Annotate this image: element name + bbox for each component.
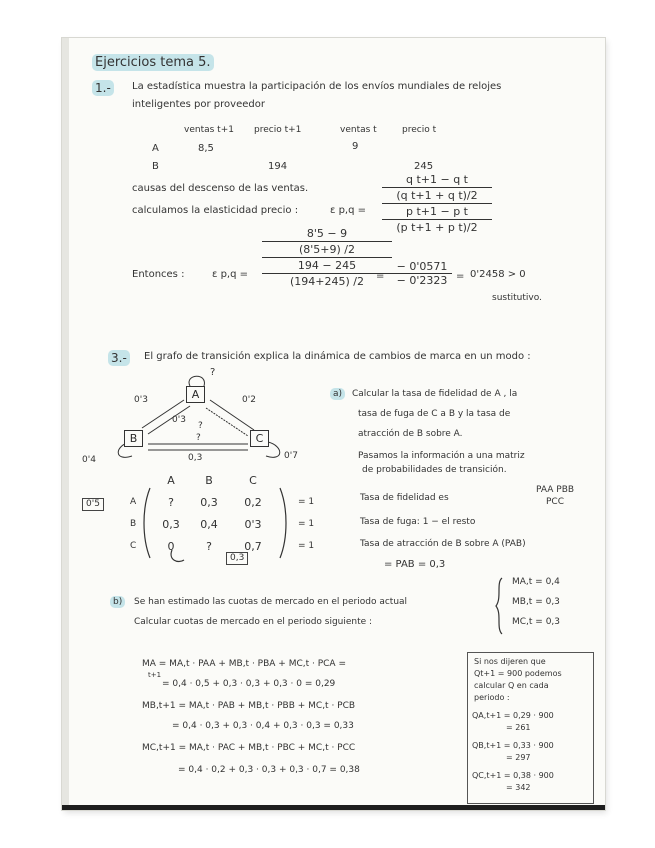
ex1-header-precio-t1: precio t+1: [254, 125, 302, 135]
graph-node-a: A: [186, 386, 205, 403]
matrix-sum-a: = 1: [298, 497, 315, 507]
part-a-fidelity: Tasa de fidelidad es: [360, 493, 449, 503]
graph-edge-ab-label: 0'3: [134, 395, 148, 405]
part-b-share-a: MA,t = 0,4: [512, 577, 560, 587]
matrix-cell-bb: 0,4: [200, 518, 218, 531]
graph-edge-ac-label: 0'2: [242, 395, 256, 405]
sub-q-num: 8'5 − 9: [262, 226, 392, 242]
matrix-cell-ac: 0,2: [244, 496, 262, 509]
matrix-sum-c: = 1: [298, 541, 315, 551]
ex1-header-ventas-t: ventas t: [340, 125, 377, 135]
formula-p-num: p t+1 − p t: [382, 204, 492, 220]
part-b-eq-c2: = 0,4 · 0,2 + 0,3 · 0,3 + 0,3 · 0,7 = 0,38: [178, 765, 360, 775]
ex1-row-b-precio-t: 245: [414, 161, 434, 172]
ex1-row-a-label: A: [152, 143, 159, 154]
formula-p-den: (p t+1 + p t)/2: [396, 221, 478, 234]
part-a-atraccion: Tasa de atracción de B sobre A (PAB): [360, 539, 526, 549]
ex3-line1: El grafo de transición explica la dinámica de cambios de marca en un modo :: [144, 351, 531, 362]
matrix-cell-aa: ?: [168, 496, 174, 509]
ex1-sustitutivo: sustitutivo.: [492, 293, 542, 303]
ex1-entonces: Entonces :: [132, 269, 185, 280]
side-note-l4: periodo :: [474, 693, 510, 702]
graph-loop-a-label: ?: [210, 367, 216, 378]
sub-p-num: 194 − 245: [262, 258, 392, 274]
graph-edge-bc-label: ?: [196, 433, 201, 443]
part-b-eq-c1: MC,t+1 = MA,t · PAC + MB,t · PBC + MC,t · PCC: [142, 743, 356, 753]
notebook-page: [62, 38, 605, 810]
part-a-fidelity-terms: PAA PBB: [536, 485, 575, 495]
matrix-col-header-a: A: [167, 474, 175, 487]
ex1-header-precio-t: precio t: [402, 125, 437, 135]
part-b-eq-a2: = 0,4 · 0,5 + 0,3 · 0,3 + 0,3 · 0 = 0,29: [162, 679, 336, 689]
formula-q-den: (q t+1 + q t)/2: [382, 188, 492, 204]
sub-q-den: (8'5+9) /2: [262, 242, 392, 258]
part-b-eq-a1: MA = MA,t · PAA + MB,t · PBA + MC,t · PCA =: [142, 659, 346, 669]
side-note-l1: Si nos dijeren que: [474, 657, 546, 666]
part-b-eq-b2: = 0,4 · 0,3 + 0,3 · 0,4 + 0,3 · 0,3 = 0,33: [172, 721, 354, 731]
graph-edge-cb-label: 0,3: [188, 453, 203, 463]
page-title-text: Ejercicios tema 5.: [92, 54, 214, 71]
formula-q-num: q t+1 − q t: [382, 172, 492, 188]
matrix-left-bracket: [144, 488, 150, 558]
ex1-number: 1.-: [92, 82, 114, 94]
matrix-cell-ca: 0: [167, 540, 175, 553]
ex1-eq1: =: [376, 271, 385, 282]
ex1-formula-lhs: ε p,q =: [330, 205, 367, 216]
part-a-line5: de probabilidades de transición.: [362, 465, 507, 475]
part-a-line2: tasa de fuga de C a B y la tasa de: [358, 409, 511, 419]
ex1-line1: La estadística muestra la participación de los envíos mundiales de relojes: [132, 81, 502, 92]
matrix-cell-bc: 0'3: [244, 518, 262, 531]
ex1-line2: inteligentes por proveedor: [132, 99, 265, 110]
side-note-qc2: = 342: [506, 783, 531, 792]
part-b-share-b: MB,t = 0,3: [512, 597, 560, 607]
part-b-eq-a-sub: t+1: [148, 671, 162, 679]
part-a-fidelity-terms2: PCC: [546, 497, 564, 507]
matrix-row-label-c: C: [130, 541, 137, 551]
ex1-calc: calculamos la elasticidad precio :: [132, 205, 299, 216]
matrix-sum-b: = 1: [298, 519, 315, 529]
matrix-right-bracket: [280, 488, 286, 558]
graph-edge-ca-label: ?: [198, 421, 203, 431]
sub-p-den: (194+245) /2: [290, 275, 364, 288]
part-b-eq-b1: MB,t+1 = MA,t · PAB + MB,t · PBB + MC,t · PCB: [142, 701, 356, 711]
side-note-qa1: QA,t+1 = 0,29 · 900: [472, 711, 554, 720]
ex1-causes: causas del descenso de las ventas.: [132, 183, 309, 194]
ex1-eq2: =: [456, 271, 465, 282]
graph-loop-c-label: 0'7: [284, 451, 298, 461]
ex1-mid-fraction: $\frac{- 0'0571}{- 0'2323}$: [392, 260, 452, 287]
side-note-qa2: = 261: [506, 723, 531, 732]
ex1-result: 0'2458 > 0: [470, 269, 526, 280]
matrix-cell-ba: 0,3: [162, 518, 180, 531]
matrix-cell-cb: ?: [206, 540, 212, 553]
ex1-row-a-ventas-t1: 8,5: [198, 143, 214, 154]
part-a-label: a): [330, 390, 345, 399]
ex1-lhs2: ε p,q =: [212, 269, 249, 280]
graph-node-c: C: [250, 430, 269, 447]
shares-brace: [496, 578, 502, 634]
graph-edge-ba-label: 0'3: [172, 415, 186, 425]
part-a-atraccion-value: = PAB = 0,3: [384, 559, 446, 570]
part-a-line3: atracción de B sobre A.: [358, 429, 463, 439]
part-a-line1: Calcular la tasa de fidelidad de A , la: [352, 389, 518, 399]
side-note-qb1: QB,t+1 = 0,33 · 900: [472, 741, 554, 750]
matrix-cell-cc: 0,7: [244, 540, 262, 553]
matrix-col-header-b: B: [205, 474, 213, 487]
ex3-number: 3.-: [108, 352, 130, 364]
matrix-row-label-b: B: [130, 519, 137, 529]
part-b-line2: Calcular cuotas de mercado en el periodo siguiente :: [134, 617, 373, 627]
ex1-row-b-label: B: [152, 161, 159, 172]
matrix-boxed-left: 0'5: [82, 498, 104, 511]
loop-a: [189, 376, 204, 386]
part-b-label: b): [110, 598, 125, 607]
side-note-l2: Qt+1 = 900 podemos: [474, 669, 562, 678]
side-note-l3: calcular Q en cada: [474, 681, 549, 690]
ex1-row-a-ventas-t: 9: [352, 141, 359, 152]
part-b-share-c: MC,t = 0,3: [512, 617, 561, 627]
side-note-qb2: = 297: [506, 753, 531, 762]
ex1-row-b-precio-t1: 194: [268, 161, 288, 172]
matrix-cell-ab: 0,3: [200, 496, 218, 509]
graph-node-b: B: [124, 430, 143, 447]
graph-loop-b-label: 0'4: [82, 455, 96, 465]
ex1-header-ventas-t1: ventas t+1: [184, 125, 234, 135]
matrix-row-label-a: A: [130, 497, 137, 507]
part-a-fuga: Tasa de fuga: 1 − el resto: [360, 517, 476, 527]
part-b-line1: Se han estimado las cuotas de mercado en el periodo actual: [134, 597, 408, 607]
matrix-col-header-c: C: [249, 474, 257, 487]
side-note-qc1: QC,t+1 = 0,38 · 900: [472, 771, 554, 780]
matrix-boxed-below: 0,3: [226, 552, 248, 565]
part-a-line4: Pasamos la información a una matriz: [358, 451, 525, 461]
